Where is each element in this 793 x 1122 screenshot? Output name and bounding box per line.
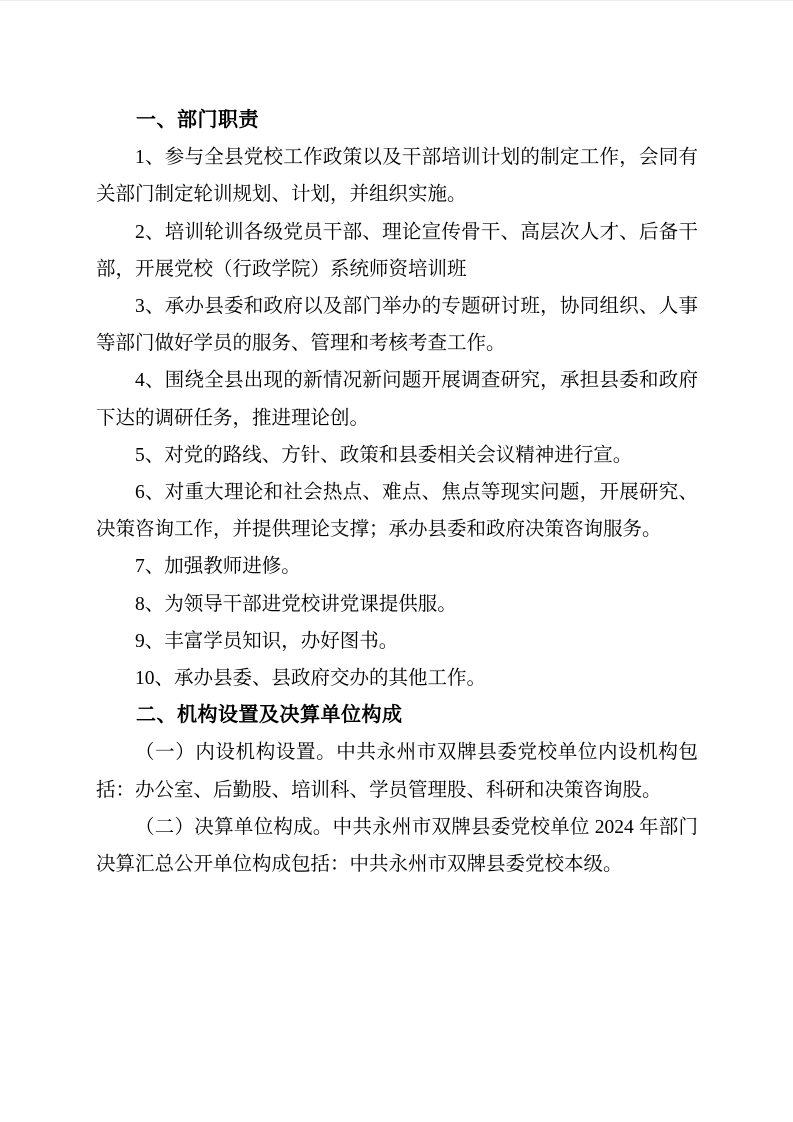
duty-item-1: 1、参与全县党校工作政策以及干部培训计划的制定工作，会同有关部门制定轮训规划、计划，并组织实施。	[96, 147, 698, 206]
duty-item-7: 7、加强教师进修。	[135, 556, 301, 578]
org-item-1: （一）内设机构设置。中共永州市双牌县委党校单位内设机构包括：办公室、后勤股、培训科、学员管理股、科研和决策咨询股。	[96, 742, 698, 801]
document-content	[96, 102, 698, 883]
section-heading-duties: 一、部门职责	[136, 109, 259, 131]
duty-item-3: 3、承办县委和政府以及部门举办的专题研讨班，协同组织、人事等部门做好学员的服务、管理和考核考查工作。	[96, 296, 698, 355]
section-heading-organization: 二、机构设置及决算单位构成	[136, 704, 403, 727]
duty-item-9: 9、丰富学员知识，办好图书。	[135, 630, 399, 652]
duty-item-8: 8、为领导干部进党校讲党课提供服。	[135, 593, 457, 615]
duty-item-5: 5、对党的路线、方针、政策和县委相关会议精神进行宣。	[135, 444, 633, 466]
duty-item-2: 2、培训轮训各级党员干部、理论宣传骨干、高层次人才、后备干部，开展党校（行政学院）系统师资培训班	[96, 221, 698, 280]
duty-item-10: 10、承办县委、县政府交办的其他工作。	[135, 668, 487, 690]
org-item-2: （二）决算单位构成。中共永州市双牌县委党校单位 2024 年部门决算汇总公开单位构成包括：中共永州市双牌县委党校本级。	[96, 816, 698, 876]
duty-item-4: 4、围绕全县出现的新情况新问题开展调查研究，承担县委和政府下达的调研任务，推进理论创。	[96, 370, 698, 429]
duty-item-6: 6、对重大理论和社会热点、难点、焦点等现实问题，开展研究、决策咨询工作，并提供理论支撑；承办县委和政府决策咨询服务。	[96, 482, 698, 541]
